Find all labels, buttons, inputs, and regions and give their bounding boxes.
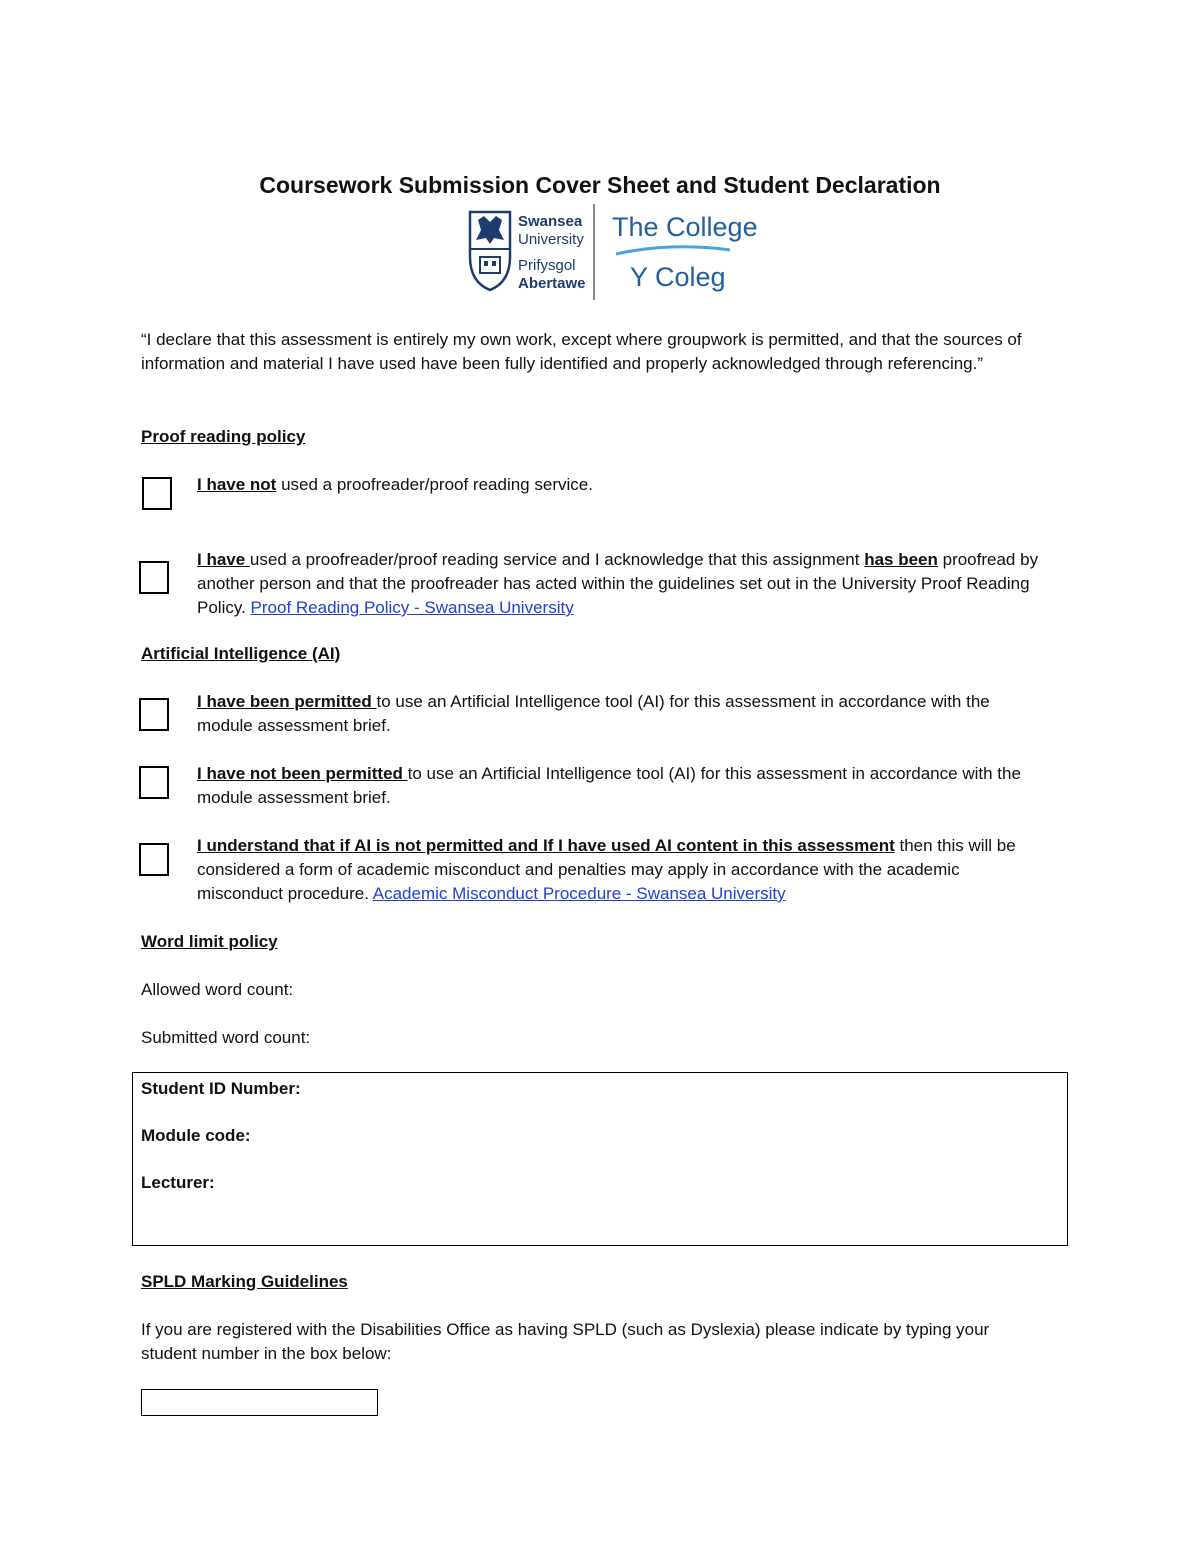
logo-swansea: Swansea: [518, 213, 583, 230]
checkbox-not-proofread[interactable]: [142, 477, 172, 510]
proof-reading-policy-link[interactable]: Proof Reading Policy - Swansea University: [250, 598, 574, 617]
submitted-word-count-label: Submitted word count:: [141, 1028, 311, 1047]
spld-instructions: If you are registered with the Disabilities Office as having SPLD (such as Dyslexia) please indicate by typing your student number in the box below:: [141, 1320, 990, 1363]
module-code-label: Module code:: [141, 1126, 251, 1145]
university-logo: [466, 202, 758, 302]
spld-student-number-input[interactable]: [141, 1389, 378, 1416]
option-ai-permitted: I have been permitted to use an Artificial Intelligence tool (AI) for this assessment in accordance with the module assessment brief.: [197, 692, 990, 735]
option-proofread: I have used a proofreader/proof reading service and I acknowledge that this assignment has been proofread by another person and that the proofreader has acted within the guidelines set out in the University Proof Reading Policy. Proof Reading Policy - Swansea University: [197, 550, 1039, 617]
logo-y-coleg: Y Coleg: [630, 262, 726, 292]
logo-university: University: [518, 231, 584, 248]
spld-heading: SPLD Marking Guidelines: [141, 1272, 348, 1291]
ai-heading: Artificial Intelligence (AI): [141, 644, 341, 663]
declaration-text: “I declare that this assessment is entirely my own work, except where groupwork is permitted, and that the sources of information and material I have used have been fully identified and properly acknowledged through referencing.”: [141, 330, 1022, 373]
logo-prifysgol: Prifysgol: [518, 257, 576, 274]
logo-graphic: [466, 202, 758, 302]
lecturer-label: Lecturer:: [141, 1173, 215, 1192]
checkbox-proofread[interactable]: [139, 561, 169, 594]
option-not-proofread: I have not used a proofreader/proof reading service.: [197, 475, 593, 494]
page-title: Coursework Submission Cover Sheet and Student Declaration: [259, 172, 941, 198]
word-limit-heading: Word limit policy: [141, 932, 278, 951]
checkbox-ai-understand[interactable]: [139, 843, 169, 876]
student-id-label: Student ID Number:: [141, 1079, 301, 1098]
checkbox-ai-not-permitted[interactable]: [139, 766, 169, 799]
option-ai-not-permitted: I have not been permitted to use an Artificial Intelligence tool (AI) for this assessment in accordance with the module assessment brief.: [197, 764, 1021, 807]
crest-icon: [470, 212, 510, 290]
logo-the-college: The College: [612, 212, 758, 242]
academic-misconduct-link[interactable]: Academic Misconduct Procedure - Swansea University: [372, 884, 786, 903]
proof-reading-heading: Proof reading policy: [141, 427, 306, 446]
logo-abertawe: Abertawe: [518, 275, 586, 292]
option-ai-understand: I understand that if AI is not permitted and If I have used AI content in this assessment then this will be considered a form of academic misconduct and penalties may apply in accordance with the academic misconduct procedure. Academic Misconduct Procedure - Swansea University: [197, 836, 1016, 903]
checkbox-ai-permitted[interactable]: [139, 698, 169, 731]
allowed-word-count-label: Allowed word count:: [141, 980, 294, 999]
